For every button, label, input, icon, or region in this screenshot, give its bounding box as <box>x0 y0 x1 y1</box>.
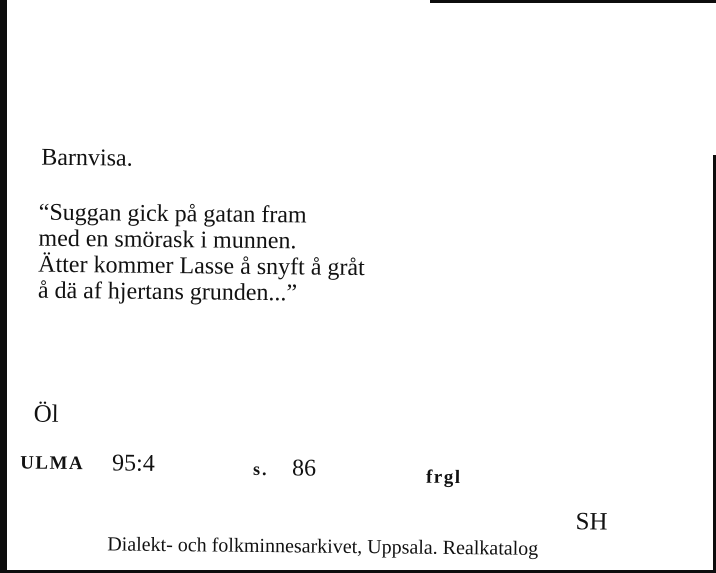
page-number: 86 <box>291 455 317 482</box>
archive-number: 95:4 <box>111 450 155 477</box>
verse-line: “Suggan gick på gatan fram <box>38 199 307 229</box>
verse-line: å dä af hjertans grunden...” <box>37 277 298 307</box>
verse-line: med en smörask i munnen. <box>38 225 297 255</box>
category-code: frgl <box>425 466 462 489</box>
verse-line: Ätter kommer Lasse å snyft å gråt <box>38 251 365 282</box>
verse-block <box>38 200 366 307</box>
archive-code: ULMA <box>20 452 85 475</box>
collector-signature: SH <box>575 508 608 536</box>
page-prefix: s. <box>252 458 269 480</box>
archive-footer: Dialekt- och folkminnesarkivet, Uppsala. Realkatalog <box>107 533 539 560</box>
region-label: Öl <box>33 400 59 428</box>
card-title: Barnvisa. <box>41 144 133 172</box>
